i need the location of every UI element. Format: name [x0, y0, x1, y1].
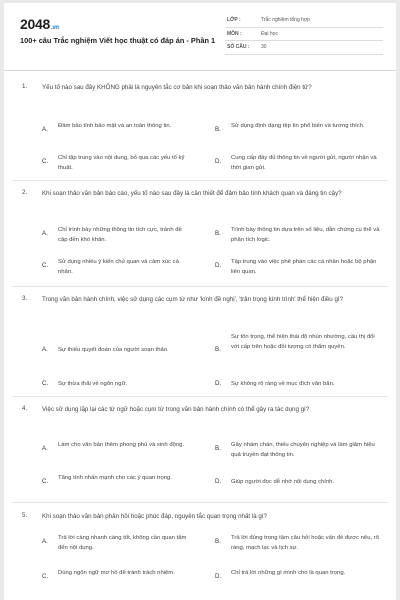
question-text: Khi soạn thảo văn bản báo cáo, yếu tố nào sau đây là cần thiết để đảm bảo tính khách quan và đáng tin cậy?: [42, 190, 342, 197]
meta-value: Trắc nghiệm tổng hợp: [261, 17, 310, 24]
option-letter: C.: [42, 478, 49, 485]
question-number: 3.: [22, 295, 28, 302]
question-divider: [12, 286, 388, 287]
document-title: 100+ câu Trắc nghiệm Viết học thuật có đáp án - Phần 1: [20, 36, 216, 45]
logo-tld: .vn: [50, 25, 59, 31]
question-text: Yếu tố nào sau đây KHÔNG phải là nguyên tắc cơ bản khi soạn thảo văn bản hành chính điện tử?: [42, 84, 312, 91]
option-text: Làm cho văn bản thêm phong phú và sinh động.: [58, 442, 185, 448]
header-divider: [4, 70, 396, 71]
question-text: Trong văn bản hành chính, việc sử dụng các cụm từ như 'kính đề nghị', 'trân trọng kính trình' thể hiện điều gì?: [42, 296, 344, 303]
option-letter: C.: [42, 380, 49, 387]
option-text: Trả lời càng nhanh càng tốt, không cần quan tâm đến nội dung.: [58, 535, 187, 551]
meta-key: SỐ CÂU :: [227, 44, 250, 51]
option-letter: C.: [42, 262, 49, 269]
question-number: 2.: [22, 189, 28, 196]
question-text: Khi soạn thảo văn bản phản hồi hoặc phúc đáp, nguyên tắc quan trọng nhất là gì?: [42, 513, 267, 520]
option-text: Giúp người đọc dễ nhớ nội dung chính.: [231, 479, 335, 485]
meta-value: 30: [261, 44, 267, 51]
option-text: Chỉ trình bày những thông tin tích cực, tránh đề cập đến khó khăn.: [58, 227, 182, 243]
option-letter: D.: [215, 478, 222, 485]
meta-row-subject: [225, 28, 383, 42]
option-letter: B.: [215, 230, 221, 237]
question-number: 1.: [22, 83, 28, 90]
meta-key: LỚP :: [227, 17, 241, 24]
option-text: Trình bày thông tin dựa trên số liệu, dẫn chứng cụ thể và phân tích logic.: [231, 227, 380, 243]
meta-value: Đại học: [261, 30, 278, 37]
option-letter: D.: [215, 262, 222, 269]
option-letter: D.: [215, 158, 222, 165]
option-text: Sử dụng định dạng tệp tin phổ biến và tương thích.: [231, 123, 365, 129]
option-letter: A.: [42, 445, 48, 452]
option-text: Sự tôn trọng, thể hiện thái độ nhún nhường, cầu thị đối với cấp trên hoặc đối tượng có thẩm quyền.: [231, 334, 375, 350]
option-text: Tập trung vào việc phê phán các cá nhân hoặc bộ phận liên quan.: [231, 259, 377, 275]
logo-number: 2048: [20, 16, 50, 32]
document-header: [4, 3, 396, 65]
option-letter: A.: [42, 230, 48, 237]
meta-row-class: [225, 14, 383, 28]
option-letter: B.: [215, 126, 221, 133]
option-letter: A.: [42, 346, 48, 353]
document-page: [4, 3, 396, 600]
option-text: Chỉ trả lời những gì mình cho là quan trọng.: [231, 570, 346, 576]
question-divider: [12, 180, 388, 181]
option-text: Dùng ngôn ngữ mơ hồ để tránh trách nhiệm.: [58, 570, 175, 576]
option-letter: B.: [215, 538, 221, 545]
meta-key: MÔN :: [227, 30, 242, 37]
option-letter: A.: [42, 538, 48, 545]
question-number: 5.: [22, 512, 28, 519]
option-text: Sự thiếu quyết đoán của người soạn thảo.: [58, 347, 169, 353]
option-text: Tăng tính nhấn mạnh cho các ý quan trọng.: [58, 475, 172, 481]
option-text: Đảm bảo tính bảo mật và an toàn thông tin.: [58, 123, 172, 129]
question-divider: [12, 396, 388, 397]
document-meta-table: [225, 14, 383, 55]
option-text: Cung cấp đầy đủ thông tin về người gửi, người nhận và thời gian gửi.: [231, 155, 377, 171]
option-letter: D.: [215, 380, 222, 387]
site-logo[interactable]: [20, 16, 59, 32]
option-letter: B.: [215, 346, 221, 353]
question-text: Việc sử dụng lặp lại các từ ngữ hoặc cụm từ trong văn bản hành chính có thể gây ra tác dụng gì?: [42, 406, 310, 413]
option-text: Sự không rõ ràng về mục đích văn bản.: [231, 381, 335, 387]
option-text: Chỉ tập trung vào nội dung, bỏ qua các yếu tố kỹ thuật.: [58, 155, 185, 171]
question-number: 4.: [22, 405, 28, 412]
option-letter: B.: [215, 445, 221, 452]
question-divider: [12, 502, 388, 503]
option-letter: D.: [215, 573, 222, 580]
option-letter: C.: [42, 158, 49, 165]
option-letter: C.: [42, 573, 49, 580]
option-text: Sự thừa thãi về ngôn ngữ.: [58, 381, 128, 387]
meta-row-count: [225, 41, 383, 55]
option-text: Gây nhàm chán, thiếu chuyên nghiệp và làm giảm hiệu quả truyền đạt thông tin.: [231, 442, 375, 458]
option-text: Sử dụng nhiều ý kiến chủ quan và cảm xúc cá nhân.: [58, 259, 179, 275]
option-letter: A.: [42, 126, 48, 133]
option-text: Trả lời đúng trọng tâm câu hỏi hoặc vấn đề được nêu, rõ ràng, mạch lạc và lịch sự.: [231, 535, 379, 551]
